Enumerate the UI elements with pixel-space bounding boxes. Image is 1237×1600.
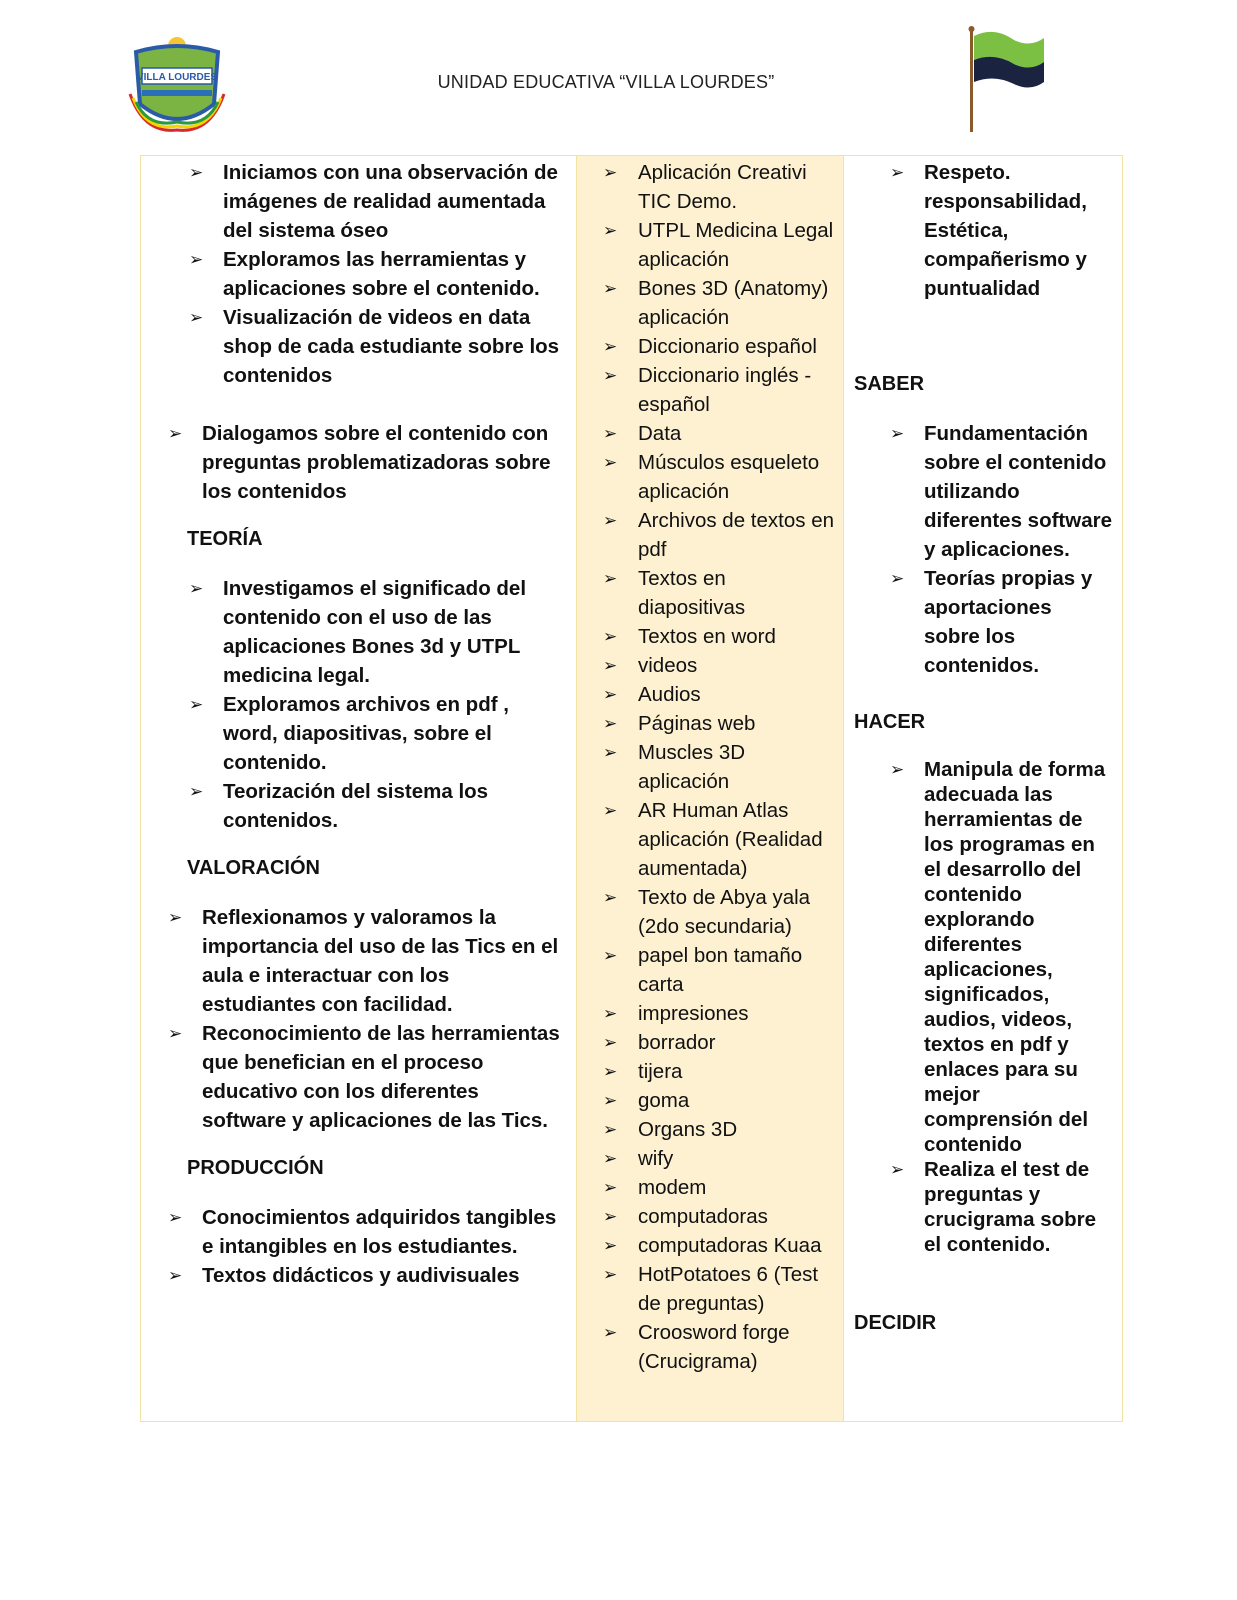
list-item bbox=[577, 1057, 843, 1086]
list-item-text: Archivos de textos en pdf bbox=[638, 509, 834, 561]
list-item-text: wify bbox=[638, 1147, 674, 1170]
list-item-text: HotPotatoes 6 (Test de preguntas) bbox=[638, 1263, 819, 1315]
list-item bbox=[577, 622, 843, 651]
arrow-bullet-icon: ➢ bbox=[603, 946, 618, 965]
arrow-bullet-icon: ➢ bbox=[890, 424, 905, 443]
list-item-text: Muscles 3D aplicación bbox=[638, 741, 746, 793]
list-item bbox=[141, 1261, 576, 1290]
arrow-bullet-icon: ➢ bbox=[168, 1208, 183, 1227]
list-item bbox=[141, 690, 576, 777]
list-item-text: Textos en diapositivas bbox=[638, 567, 746, 619]
list-item bbox=[577, 1318, 843, 1376]
svg-text:VILLA LOURDES: VILLA LOURDES bbox=[136, 72, 218, 83]
list-item bbox=[141, 245, 576, 303]
arrow-bullet-icon: ➢ bbox=[603, 1004, 618, 1023]
list-item-text: Realiza el test de preguntas y crucigrama sobre el contenido. bbox=[924, 1158, 1097, 1256]
list-item bbox=[141, 574, 576, 690]
arrow-bullet-icon: ➢ bbox=[890, 1160, 905, 1179]
planning-table bbox=[140, 155, 1123, 1422]
list-item-text: computadoras bbox=[638, 1205, 768, 1228]
list-item bbox=[577, 564, 843, 622]
decidir-heading: DECIDIR bbox=[854, 1312, 937, 1334]
list-item-text: Teorización del sistema los contenidos. bbox=[223, 780, 489, 832]
bullet-list bbox=[844, 757, 1122, 1257]
list-item bbox=[141, 777, 576, 835]
list-item bbox=[577, 680, 843, 709]
list-item bbox=[577, 216, 843, 274]
list-item-text: AR Human Atlas aplicación (Realidad aumentada) bbox=[638, 799, 823, 880]
evaluation-column bbox=[844, 156, 1122, 1421]
arrow-bullet-icon: ➢ bbox=[603, 366, 618, 385]
arrow-bullet-icon: ➢ bbox=[603, 453, 618, 472]
list-item bbox=[141, 303, 576, 390]
arrow-bullet-icon: ➢ bbox=[603, 163, 618, 182]
list-item bbox=[577, 1115, 843, 1144]
bullet-list bbox=[141, 158, 576, 390]
list-item-text: Reconocimiento de las herramientas que benefician en el proceso educativo con los diferentes software y aplicaciones de las Tics. bbox=[202, 1022, 560, 1132]
list-item-text: Croosword forge (Crucigrama) bbox=[638, 1321, 790, 1373]
list-item bbox=[577, 448, 843, 506]
list-item-text: tijera bbox=[638, 1060, 683, 1083]
list-item bbox=[141, 1019, 576, 1135]
list-item bbox=[577, 1086, 843, 1115]
list-item-text: Conocimientos adquiridos tangibles e intangibles en los estudiantes. bbox=[202, 1206, 557, 1258]
arrow-bullet-icon: ➢ bbox=[603, 1120, 618, 1139]
list-item bbox=[577, 274, 843, 332]
list-item bbox=[577, 796, 843, 883]
list-item bbox=[141, 158, 576, 245]
list-item-text: videos bbox=[638, 654, 698, 677]
arrow-bullet-icon: ➢ bbox=[168, 908, 183, 927]
list-item-text: Investigamos el significado del contenido con el uso de las aplicaciones Bones 3d y UTPL medicina legal. bbox=[223, 577, 527, 687]
list-item bbox=[577, 361, 843, 419]
list-item bbox=[577, 1144, 843, 1173]
arrow-bullet-icon: ➢ bbox=[603, 743, 618, 762]
arrow-bullet-icon: ➢ bbox=[890, 569, 905, 588]
arrow-bullet-icon: ➢ bbox=[189, 782, 204, 801]
arrow-bullet-icon: ➢ bbox=[189, 163, 204, 182]
list-item bbox=[844, 564, 1122, 680]
arrow-bullet-icon: ➢ bbox=[603, 1033, 618, 1052]
arrow-bullet-icon: ➢ bbox=[189, 579, 204, 598]
bullet-list bbox=[141, 419, 576, 506]
flag-icon bbox=[964, 24, 1048, 134]
header-title: UNIDAD EDUCATIVA “VILLA LOURDES” bbox=[437, 72, 775, 92]
list-item-text: Diccionario inglés - español bbox=[638, 364, 812, 416]
list-item-text: Respeto. responsabilidad, Estética, compañerismo y puntualidad bbox=[924, 161, 1087, 300]
arrow-bullet-icon: ➢ bbox=[603, 627, 618, 646]
list-item-text: Exploramos archivos en pdf , word, diapositivas, sobre el contenido. bbox=[223, 693, 509, 774]
list-item-text: Fundamentación sobre el contenido utilizando diferentes software y aplicaciones. bbox=[924, 422, 1112, 561]
arrow-bullet-icon: ➢ bbox=[603, 1062, 618, 1081]
list-item-text: Iniciamos con una observación de imágenes de realidad aumentada del sistema óseo bbox=[223, 161, 558, 242]
arrow-bullet-icon: ➢ bbox=[168, 1024, 183, 1043]
arrow-bullet-icon: ➢ bbox=[189, 308, 204, 327]
resources-column bbox=[577, 156, 844, 1421]
list-item-text: Diccionario español bbox=[638, 335, 817, 358]
teoria-heading: TEORÍA bbox=[187, 528, 263, 550]
arrow-bullet-icon: ➢ bbox=[603, 656, 618, 675]
arrow-bullet-icon: ➢ bbox=[603, 888, 618, 907]
produccion-heading: PRODUCCIÓN bbox=[187, 1157, 324, 1179]
list-item-text: Texto de Abya yala (2do secundaria) bbox=[638, 886, 811, 938]
list-item bbox=[844, 757, 1122, 1157]
list-item-text: Audios bbox=[638, 683, 701, 706]
arrow-bullet-icon: ➢ bbox=[603, 1265, 618, 1284]
bullet-list bbox=[844, 158, 1122, 303]
list-item bbox=[577, 709, 843, 738]
list-item-text: Data bbox=[638, 422, 682, 445]
list-item-text: Bones 3D (Anatomy) aplicación bbox=[638, 277, 829, 329]
list-item-text: papel bon tamaño carta bbox=[638, 944, 803, 996]
list-item-text: Organs 3D bbox=[638, 1118, 738, 1141]
bullet-list bbox=[844, 419, 1122, 680]
arrow-bullet-icon: ➢ bbox=[603, 801, 618, 820]
arrow-bullet-icon: ➢ bbox=[890, 163, 905, 182]
arrow-bullet-icon: ➢ bbox=[603, 1323, 618, 1342]
arrow-bullet-icon: ➢ bbox=[189, 250, 204, 269]
list-item bbox=[844, 1157, 1122, 1257]
arrow-bullet-icon: ➢ bbox=[603, 1091, 618, 1110]
list-item bbox=[577, 1028, 843, 1057]
arrow-bullet-icon: ➢ bbox=[603, 569, 618, 588]
list-item bbox=[141, 1203, 576, 1261]
list-item-text: borrador bbox=[638, 1031, 716, 1054]
list-item-text: UTPL Medicina Legal aplicación bbox=[638, 219, 834, 271]
arrow-bullet-icon: ➢ bbox=[603, 511, 618, 530]
arrow-bullet-icon: ➢ bbox=[603, 1178, 618, 1197]
arrow-bullet-icon: ➢ bbox=[603, 424, 618, 443]
list-item bbox=[577, 1173, 843, 1202]
list-item bbox=[577, 941, 843, 999]
bullet-list bbox=[141, 903, 576, 1135]
arrow-bullet-icon: ➢ bbox=[603, 685, 618, 704]
list-item bbox=[577, 506, 843, 564]
arrow-bullet-icon: ➢ bbox=[890, 760, 905, 779]
arrow-bullet-icon: ➢ bbox=[168, 424, 183, 443]
bullet-list bbox=[577, 158, 843, 1376]
list-item-text: Manipula de forma adecuada las herramientas de los programas en el desarrollo del contenido explorando diferentes aplicaciones, significados, audios, videos, textos en pdf y enlaces para su mejor comprensión del contenido bbox=[924, 758, 1106, 1156]
list-item-text: Teorías propias y aportaciones sobre los contenidos. bbox=[924, 567, 1093, 677]
list-item-text: Dialogamos sobre el contenido con preguntas problematizadoras sobre los contenidos bbox=[202, 422, 551, 503]
list-item bbox=[577, 1202, 843, 1231]
list-item-text: Reflexionamos y valoramos la importancia del uso de las Tics en el aula e interactuar con los estudiantes con facilidad. bbox=[202, 906, 559, 1016]
list-item bbox=[844, 419, 1122, 564]
list-item bbox=[577, 1260, 843, 1318]
methodology-column bbox=[141, 156, 577, 1421]
arrow-bullet-icon: ➢ bbox=[603, 279, 618, 298]
bullet-list bbox=[141, 574, 576, 835]
list-item-text: Aplicación Creativi TIC Demo. bbox=[638, 161, 807, 213]
list-item-text: Visualización de videos en data shop de cada estudiante sobre los contenidos bbox=[223, 306, 560, 387]
list-item-text: Textos en word bbox=[638, 625, 776, 648]
list-item-text: computadoras Kuaa bbox=[638, 1234, 822, 1257]
hacer-heading: HACER bbox=[854, 711, 926, 733]
arrow-bullet-icon: ➢ bbox=[603, 337, 618, 356]
list-item bbox=[577, 883, 843, 941]
list-item bbox=[577, 332, 843, 361]
bullet-list bbox=[141, 1203, 576, 1290]
list-item bbox=[141, 903, 576, 1019]
list-item bbox=[577, 158, 843, 216]
list-item-text: modem bbox=[638, 1176, 707, 1199]
list-item-text: Textos didácticos y audivisuales bbox=[202, 1264, 520, 1287]
saber-heading: SABER bbox=[854, 373, 925, 395]
arrow-bullet-icon: ➢ bbox=[603, 1236, 618, 1255]
list-item bbox=[844, 158, 1122, 303]
list-item-text: Músculos esqueleto aplicación bbox=[638, 451, 820, 503]
list-item-text: Exploramos las herramientas y aplicaciones sobre el contenido. bbox=[223, 248, 540, 300]
arrow-bullet-icon: ➢ bbox=[168, 1266, 183, 1285]
list-item bbox=[577, 738, 843, 796]
arrow-bullet-icon: ➢ bbox=[603, 1207, 618, 1226]
valoracion-heading: VALORACIÓN bbox=[187, 857, 320, 879]
arrow-bullet-icon: ➢ bbox=[603, 714, 618, 733]
list-item bbox=[577, 999, 843, 1028]
list-item-text: goma bbox=[638, 1089, 690, 1112]
list-item bbox=[577, 1231, 843, 1260]
list-item-text: impresiones bbox=[638, 1002, 749, 1025]
list-item bbox=[577, 419, 843, 448]
list-item bbox=[141, 419, 576, 506]
arrow-bullet-icon: ➢ bbox=[603, 221, 618, 240]
list-item bbox=[577, 651, 843, 680]
arrow-bullet-icon: ➢ bbox=[603, 1149, 618, 1168]
list-item-text: Páginas web bbox=[638, 712, 756, 735]
arrow-bullet-icon: ➢ bbox=[189, 695, 204, 714]
